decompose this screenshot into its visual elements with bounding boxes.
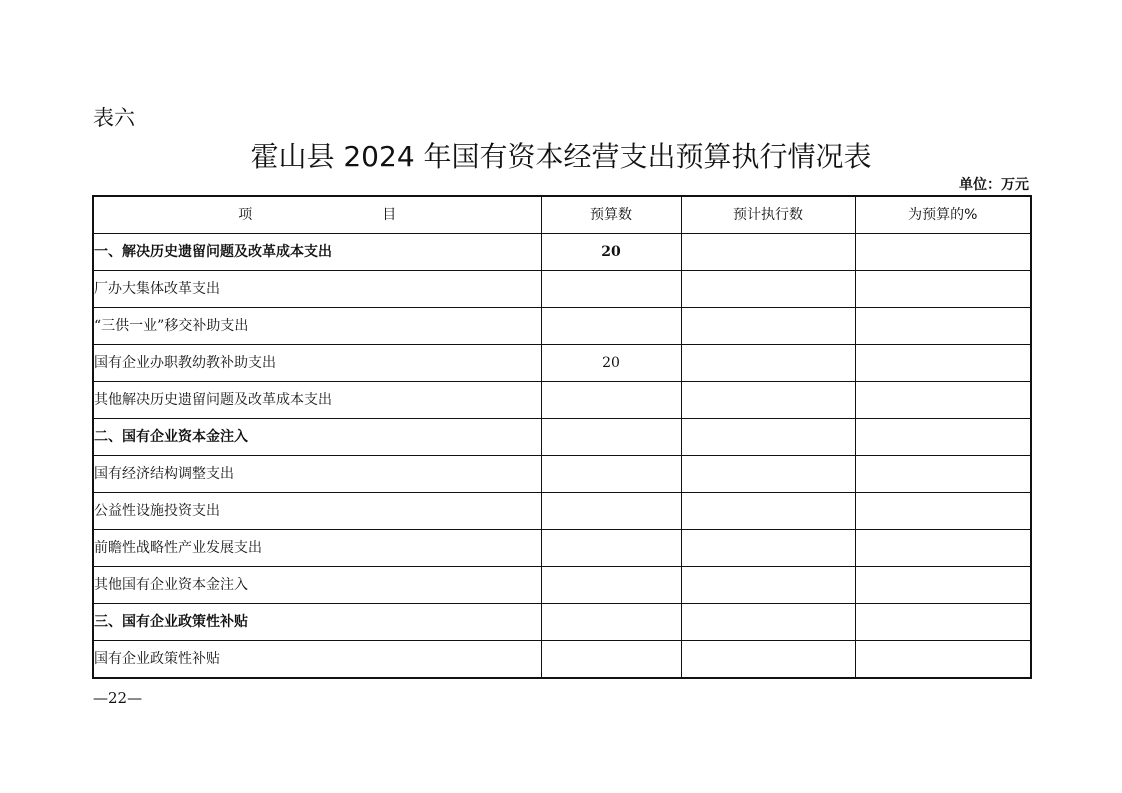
row-percent bbox=[855, 567, 1031, 604]
table-row bbox=[93, 382, 1031, 419]
unit-label: 单位：万元 bbox=[959, 177, 1029, 193]
row-label: 其他解决历史遗留问题及改革成本支出 bbox=[93, 382, 541, 419]
column-header-item bbox=[93, 196, 541, 234]
row-percent bbox=[855, 641, 1031, 679]
row-label: “三供一业”移交补助支出 bbox=[93, 308, 541, 345]
row-execution bbox=[681, 308, 855, 345]
row-budget bbox=[541, 493, 681, 530]
row-budget bbox=[541, 456, 681, 493]
row-execution bbox=[681, 234, 855, 271]
row-budget: 20 bbox=[541, 234, 681, 271]
row-label: 国有经济结构调整支出 bbox=[93, 456, 541, 493]
row-budget: 20 bbox=[541, 345, 681, 382]
row-label: 厂办大集体改革支出 bbox=[93, 271, 541, 308]
column-header-budget: 预算数 bbox=[541, 196, 681, 234]
row-label: 公益性设施投资支出 bbox=[93, 493, 541, 530]
row-budget bbox=[541, 567, 681, 604]
row-percent bbox=[855, 345, 1031, 382]
row-execution bbox=[681, 271, 855, 308]
table-row bbox=[93, 345, 1031, 382]
column-header-item-left: 项 bbox=[238, 207, 253, 223]
row-budget bbox=[541, 604, 681, 641]
page-number: —22— bbox=[93, 689, 143, 707]
row-execution bbox=[681, 382, 855, 419]
table-row bbox=[93, 271, 1031, 308]
table-row bbox=[93, 567, 1031, 604]
table-header-row bbox=[93, 196, 1031, 234]
table-row-category bbox=[93, 604, 1031, 641]
row-percent bbox=[855, 308, 1031, 345]
table-row bbox=[93, 308, 1031, 345]
table-row-category bbox=[93, 234, 1031, 271]
row-label: 国有企业办职教幼教补助支出 bbox=[93, 345, 541, 382]
column-header-percent: 为预算的% bbox=[855, 196, 1031, 234]
page-title: 霍山县 2024 年国有资本经营支出预算执行情况表 bbox=[250, 140, 872, 173]
row-label: 二、国有企业资本金注入 bbox=[93, 419, 541, 456]
row-percent bbox=[855, 493, 1031, 530]
row-execution bbox=[681, 604, 855, 641]
row-percent bbox=[855, 382, 1031, 419]
row-label: 国有企业政策性补贴 bbox=[93, 641, 541, 679]
row-budget bbox=[541, 641, 681, 679]
row-percent bbox=[855, 604, 1031, 641]
table-row bbox=[93, 641, 1031, 679]
row-budget bbox=[541, 271, 681, 308]
row-percent bbox=[855, 234, 1031, 271]
row-budget bbox=[541, 419, 681, 456]
row-execution bbox=[681, 567, 855, 604]
row-budget bbox=[541, 530, 681, 567]
row-percent bbox=[855, 271, 1031, 308]
table-number-label: 表六 bbox=[93, 106, 135, 130]
row-label: 一、解决历史遗留问题及改革成本支出 bbox=[93, 234, 541, 271]
table-row bbox=[93, 530, 1031, 567]
row-percent bbox=[855, 419, 1031, 456]
column-header-execution: 预计执行数 bbox=[681, 196, 855, 234]
table-row bbox=[93, 493, 1031, 530]
budget-execution-table bbox=[92, 195, 1032, 679]
row-execution bbox=[681, 493, 855, 530]
row-percent bbox=[855, 530, 1031, 567]
row-execution bbox=[681, 456, 855, 493]
row-label: 其他国有企业资本金注入 bbox=[93, 567, 541, 604]
row-execution bbox=[681, 345, 855, 382]
row-budget bbox=[541, 308, 681, 345]
row-label: 前瞻性战略性产业发展支出 bbox=[93, 530, 541, 567]
row-execution bbox=[681, 419, 855, 456]
row-percent bbox=[855, 456, 1031, 493]
column-header-item-right: 目 bbox=[382, 207, 397, 223]
row-execution bbox=[681, 530, 855, 567]
table-row bbox=[93, 456, 1031, 493]
row-execution bbox=[681, 641, 855, 679]
row-label: 三、国有企业政策性补贴 bbox=[93, 604, 541, 641]
row-budget bbox=[541, 382, 681, 419]
table-row-category bbox=[93, 419, 1031, 456]
